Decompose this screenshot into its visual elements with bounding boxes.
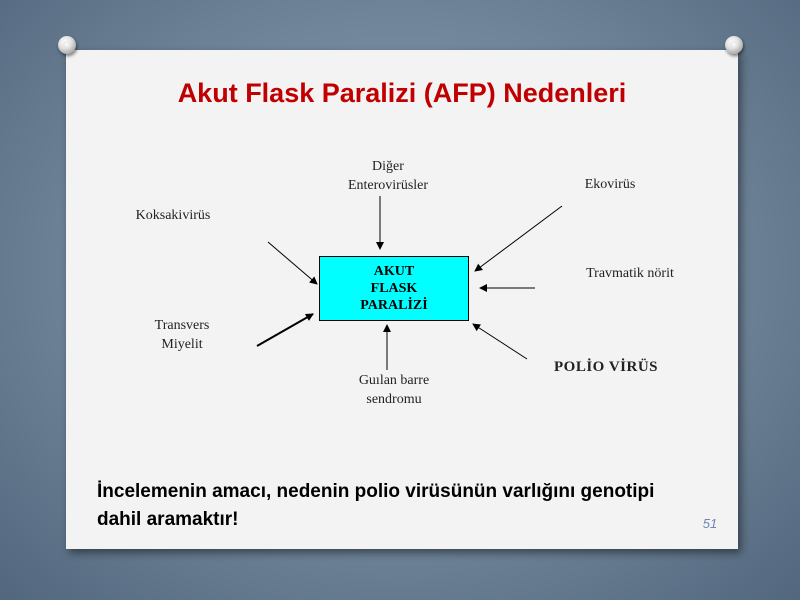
arrow-polio-virus xyxy=(473,324,527,359)
label-polio-virus: POLİO VİRÜS xyxy=(554,359,658,375)
label-travmatik-norit: Travmatik nörit xyxy=(586,266,674,281)
slide-title: Akut Flask Paralizi (AFP) Nedenleri xyxy=(177,78,627,108)
arrow-transvers-miyelit xyxy=(257,314,313,346)
label-transvers-miyelit: Transvers Miyelit xyxy=(154,318,210,352)
label-koksakivirus: Koksakivirüs xyxy=(135,208,211,223)
label-ekovirus: Ekovirüs xyxy=(584,177,636,192)
arrow-ekovirus xyxy=(475,206,562,271)
page-number: 51 xyxy=(702,516,718,531)
label-other-enteroviruses: Diğer Enterovirüsler xyxy=(347,159,429,193)
center-box-akut-flask-paralizi: AKUT FLASK PARALİZİ xyxy=(319,256,469,321)
label-guilan-barre: Guılan barre sendromu xyxy=(358,373,430,407)
arrow-koksakivirus xyxy=(268,242,317,284)
footer-statement: İncelemenin amacı, nedenin polio virüsünün varlığını genotipi dahil aramaktır! xyxy=(97,481,655,530)
